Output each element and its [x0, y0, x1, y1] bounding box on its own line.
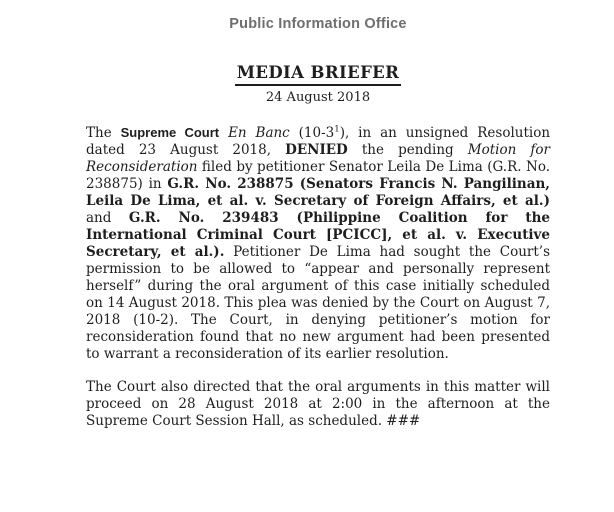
- text-segment-italic: Motion for Reconsideration: [86, 142, 550, 175]
- document-date: 24 August 2018: [265, 90, 371, 105]
- text-segment-normal: (10-3: [289, 125, 335, 141]
- office-header: Public Information Office: [229, 16, 407, 32]
- text-segment-normal: The Court also directed that the oral arguments in this matter will proceed on 28 August 2018 at 2:00 in the afternoon at the Supreme Court Session Hall, as scheduled. ###: [86, 379, 550, 429]
- text-segment-bold-sans: Supreme Court: [120, 125, 220, 140]
- text-segment-bold: G.R. No. 239483 (Philippine Coalition for the International Criminal Court [PCICC], et al. v. Executive Secretary, et al.).: [86, 210, 551, 260]
- text-segment-normal: ), in an unsigned Resolution dated 23 August 2018,: [86, 125, 551, 158]
- text-segment-bold: G.R. No. 238875 (Senators Francis N. Pangilinan, Leila De Lima, et al. v. Secretary of Foreign Affairs, et al.): [86, 176, 550, 209]
- paragraph-resolution: [86, 124, 550, 363]
- text-segment-bold: DENIED: [285, 142, 348, 158]
- text-segment-italic: En Banc: [228, 125, 290, 141]
- text-segment-normal: and: [86, 210, 129, 226]
- paragraph-oral-arguments: [86, 379, 550, 430]
- text-segment-normal: the pending: [347, 142, 468, 158]
- document-title: MEDIA BRIEFER: [235, 63, 402, 86]
- text-segment-normal: [219, 125, 228, 141]
- text-segment-normal: filed by petitioner Senator Leila De Lima (G.R. No. 238875) in: [86, 159, 550, 192]
- document-title-wrap: [86, 63, 550, 86]
- text-segment-sup: 1: [334, 124, 340, 135]
- text-segment-normal: Petitioner De Lima had sought the Court’s permission to be allowed to “appear and personally represent herself” during the oral argument of this case initially scheduled on 14 August 2018. This plea was denied by the Court on August 7, 2018 (10-2). The Court, in denying petitioner’s motion for reconsideration found that no new argument had been presented to warrant a reconsideration of its earlier resolution.: [86, 244, 550, 362]
- text-segment-normal: The: [86, 125, 121, 141]
